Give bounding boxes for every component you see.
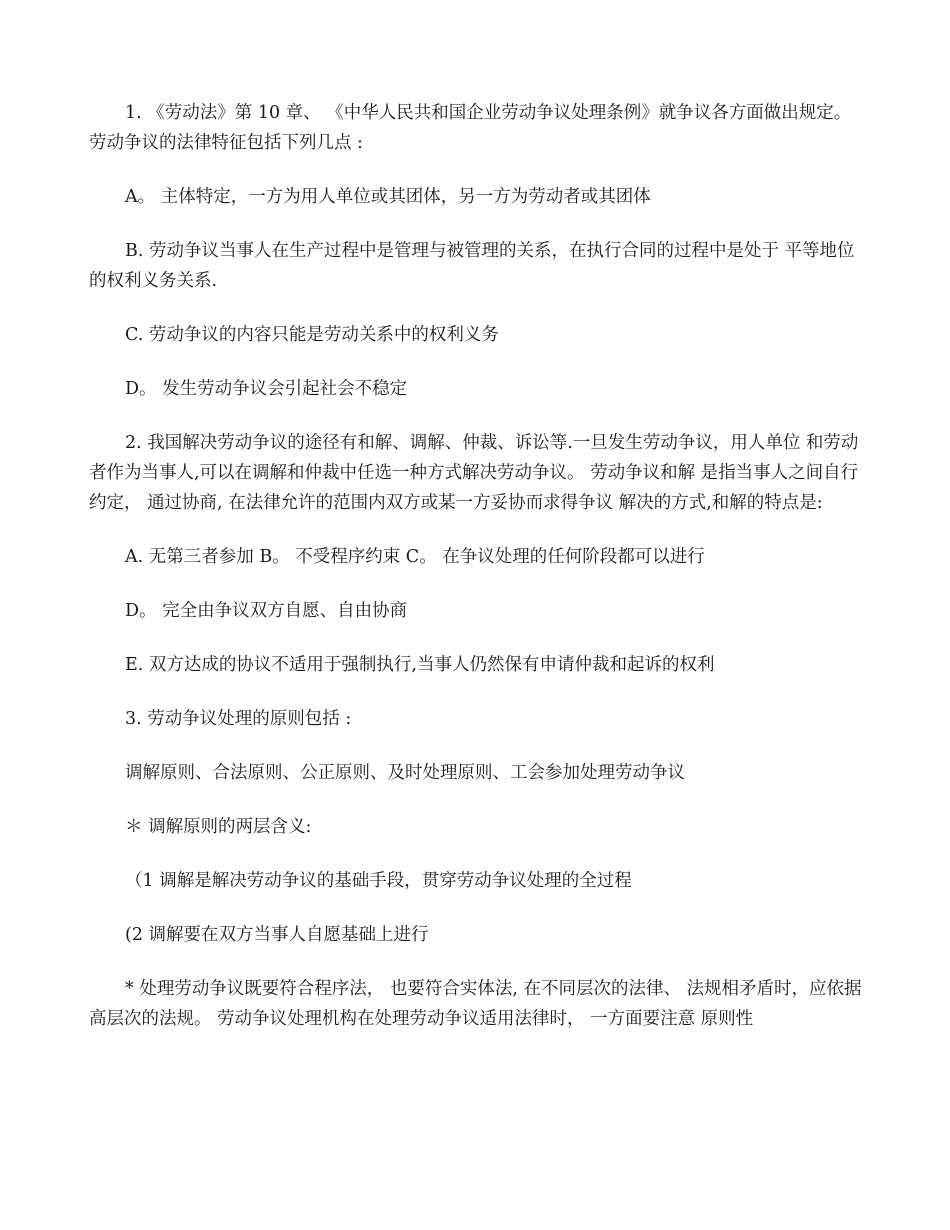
paragraph-3: 3. 劳动争议处理的原则包括 :	[125, 709, 352, 729]
paragraph-2abc: A. 无第三者参加 B。 不受程序约束 C。 在争议处理的任何阶段都可以进行	[125, 547, 705, 567]
document-body	[89, 98, 864, 1058]
paragraph-3-mediation-heading: ＊ 调解原则的两层含义:	[125, 817, 312, 837]
paragraph-3-mediation-2: (2 调解要在双方当事人自愿基础上进行	[125, 925, 429, 945]
paragraph-1: 1. 《劳动法》第 10 章、 《中华人民共和国企业劳动争议处理条例》就争议各方面做出规定。 劳动争议的法律特征包括下列几点 :	[89, 103, 852, 153]
paragraph-2d: D。 完全由争议双方自愿、自由协商	[125, 601, 408, 621]
paragraph-3-principles: 调解原则、合法原则、公正原则、及时处理原则、工会参加处理劳动争议	[125, 763, 685, 783]
paragraph-3-law-note: * 处理劳动争议既要符合程序法， 也要符合实体法, 在不同层次的法律、 法规相矛盾时，应依据高层次的法规。 劳动争议处理机构在处理劳动争议适用法律时， 一方面要注意 原则性	[89, 979, 862, 1029]
paragraph-2: 2. 我国解决劳动争议的途径有和解、调解、仲裁、诉讼等.一旦发生劳动争议，用人单位 和劳动者作为当事人,可以在调解和仲裁中任选一种方式解决劳动争议。 劳动争议和解 是指当事人之间自行约定， 通过协商, 在法律允许的范围内双方或某一方妥协而求得争议 解决的方式,和解的特点是:	[89, 433, 859, 513]
paragraph-1a: A。 主体特定，一方为用人单位或其团体，另一方为劳动者或其团体	[125, 187, 651, 207]
paragraph-1d: D。 发生劳动争议会引起社会不稳定	[125, 379, 408, 399]
paragraph-1b: B. 劳动争议当事人在生产过程中是管理与被管理的关系，在执行合同的过程中是处于 平等地位的权利义务关系.	[89, 241, 855, 291]
paragraph-1c: C. 劳动争议的内容只能是劳动关系中的权利义务	[125, 325, 499, 345]
paragraph-2e: E. 双方达成的协议不适用于强制执行,当事人仍然保有申请仲裁和起诉的权利	[125, 655, 715, 675]
paragraph-3-mediation-1: （1 调解是解决劳动争议的基础手段，贯穿劳动争议处理的全过程	[125, 871, 632, 891]
